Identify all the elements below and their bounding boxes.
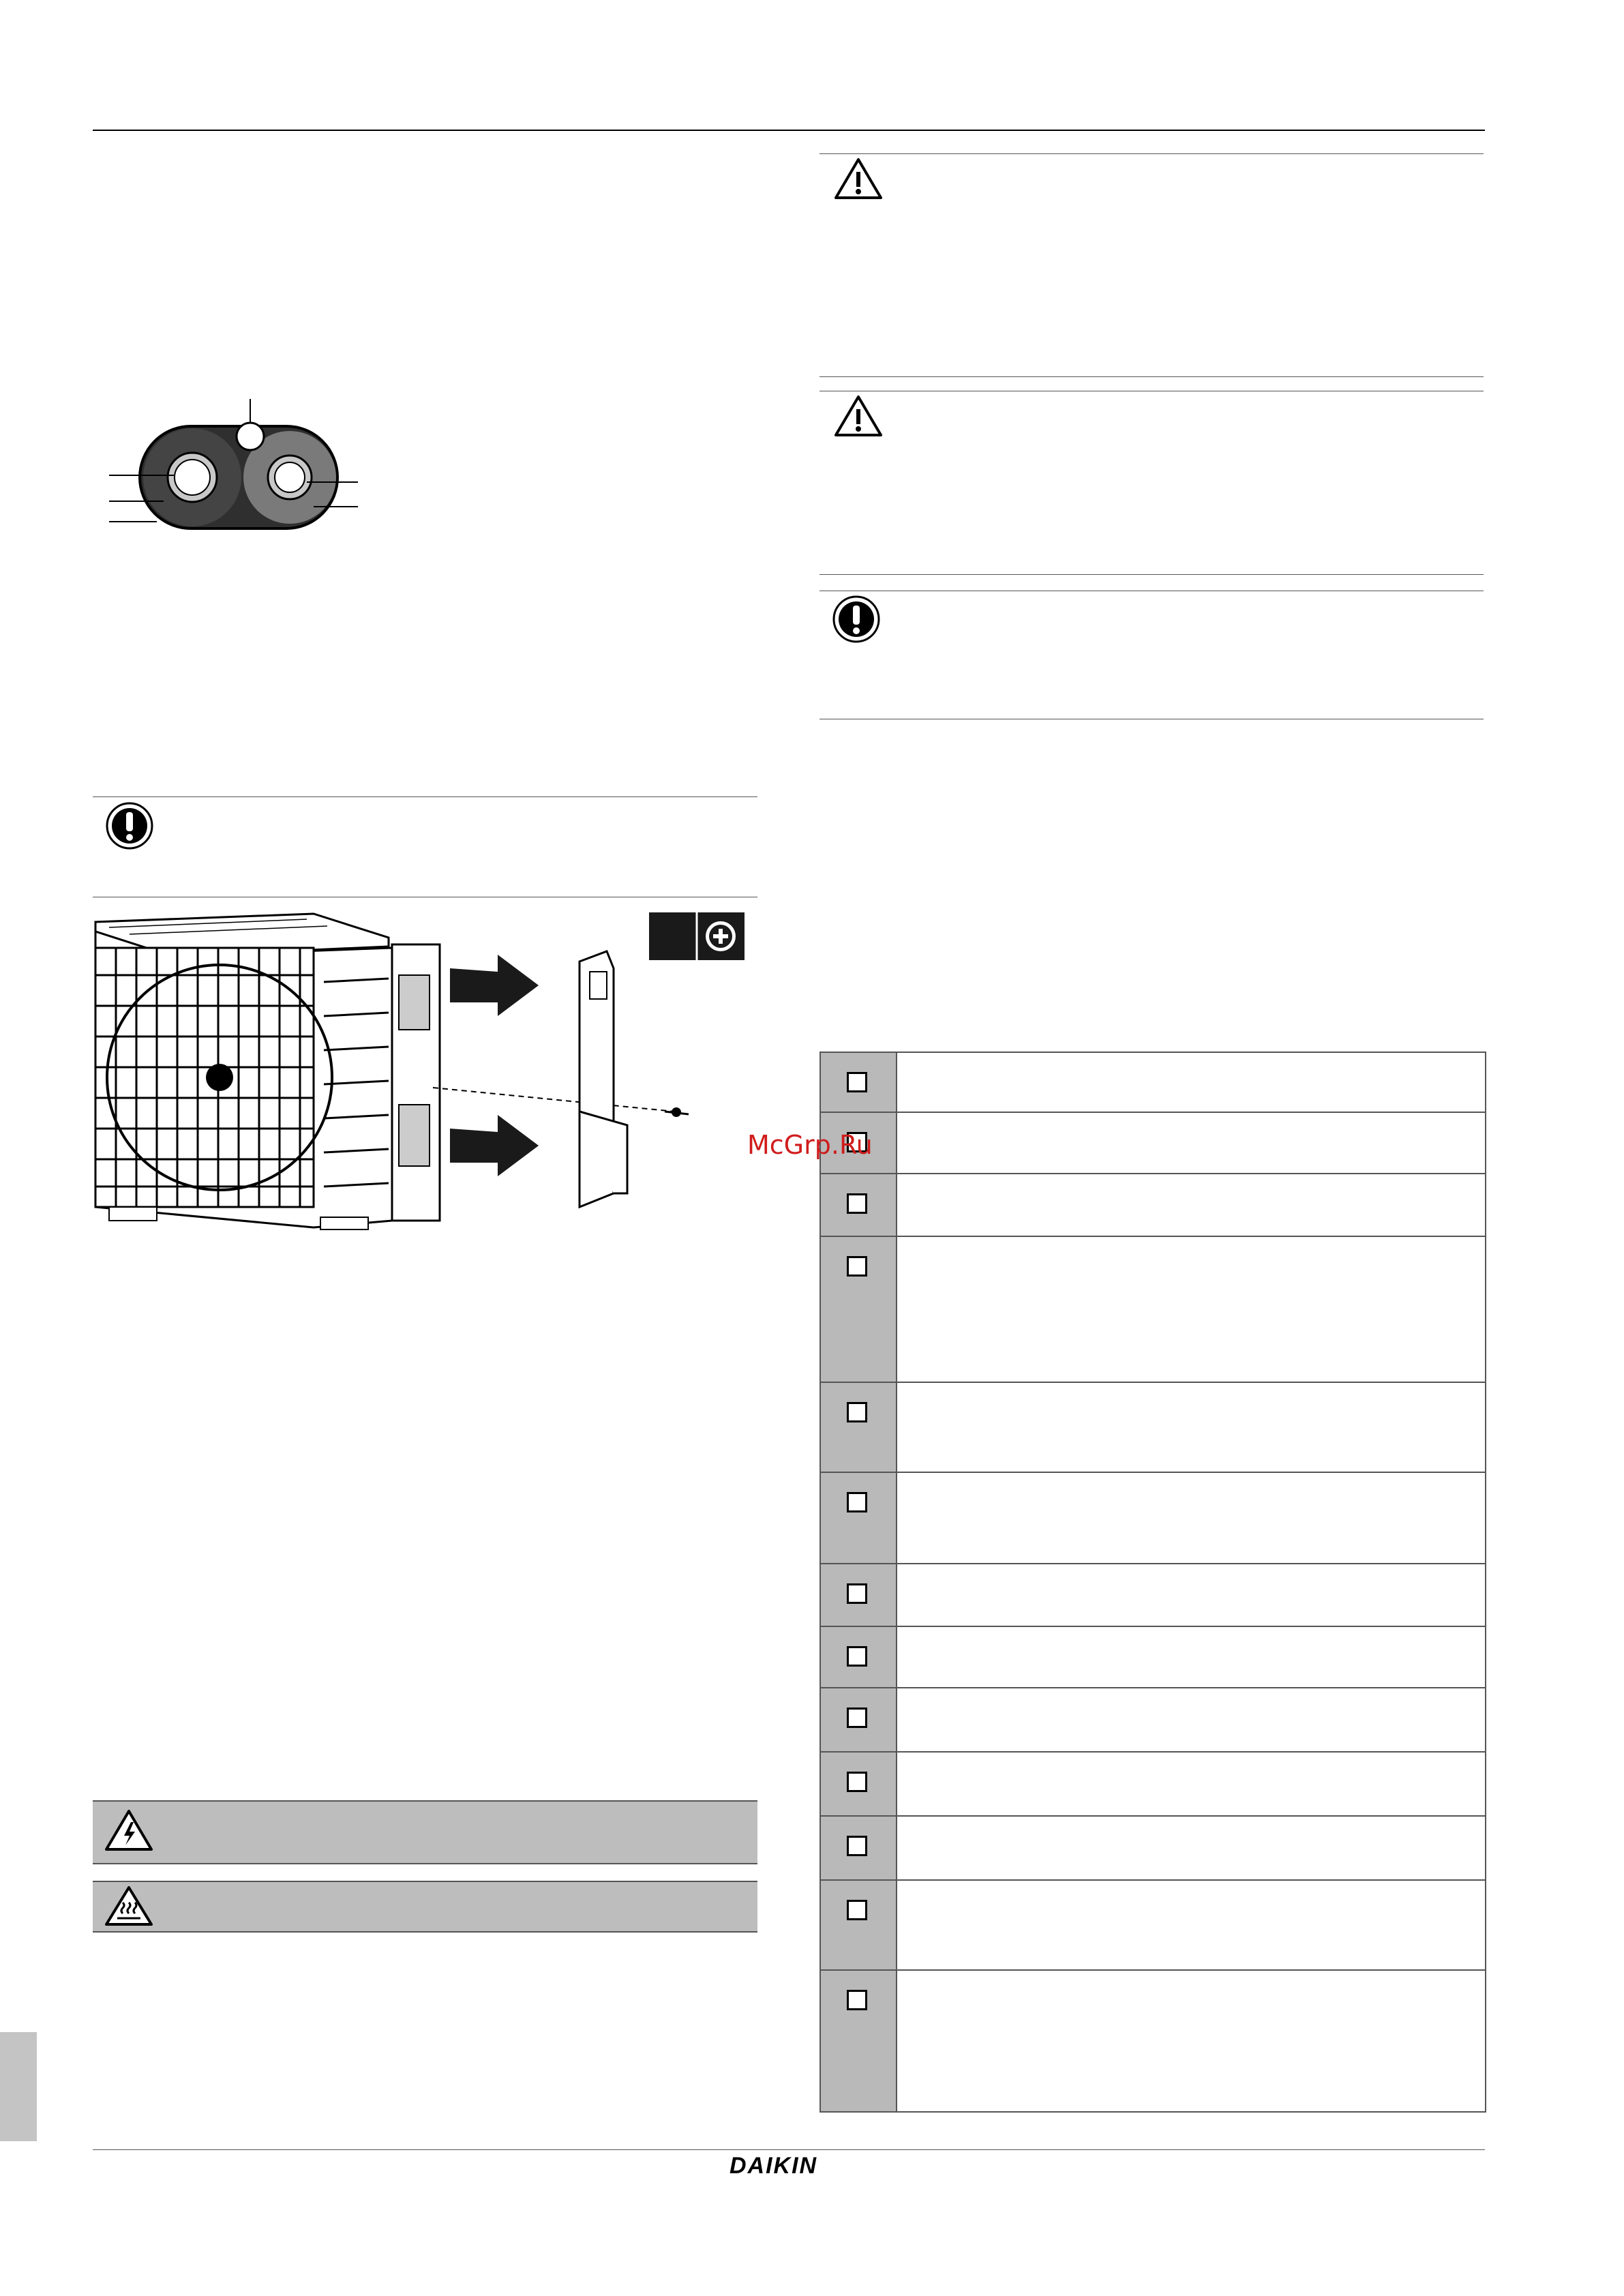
checklist-row bbox=[821, 1472, 1485, 1563]
checklist-row bbox=[821, 1815, 1485, 1879]
checklist-row bbox=[821, 1112, 1485, 1173]
footer-rule bbox=[93, 2149, 1485, 2150]
brand-logo: DAIKIN bbox=[730, 2153, 818, 2179]
checklist-checkbox[interactable] bbox=[847, 1492, 867, 1512]
checklist-checkbox[interactable] bbox=[847, 1990, 867, 2010]
header-rule bbox=[93, 130, 1485, 131]
warning1-top-rule bbox=[819, 153, 1484, 154]
warning2-bottom-rule bbox=[819, 574, 1484, 575]
checklist-checkbox[interactable] bbox=[847, 1772, 867, 1792]
checklist-checkbox[interactable] bbox=[847, 1646, 867, 1667]
plus-circle-icon bbox=[649, 912, 745, 960]
hot-surface-warning-icon bbox=[104, 1885, 154, 1927]
checklist-checkbox[interactable] bbox=[847, 1402, 867, 1422]
checklist-checkbox[interactable] bbox=[847, 1256, 867, 1277]
pipe-insulation-diagram bbox=[102, 399, 368, 546]
checklist-row bbox=[821, 1173, 1485, 1236]
checklist-row bbox=[821, 1879, 1485, 1969]
checklist-checkbox[interactable] bbox=[847, 1836, 867, 1856]
checklist-row bbox=[821, 1969, 1485, 2111]
checklist-checkbox[interactable] bbox=[847, 1900, 867, 1920]
outdoor-unit-illustration bbox=[89, 907, 702, 1248]
checklist-row bbox=[821, 1382, 1485, 1472]
hot-surface-warning-bar bbox=[93, 1881, 757, 1933]
checklist-checkbox[interactable] bbox=[847, 1193, 867, 1214]
checklist-row bbox=[821, 1751, 1485, 1815]
notice-top-rule bbox=[93, 796, 757, 797]
checklist-row bbox=[821, 1053, 1485, 1112]
checklist-row bbox=[821, 1687, 1485, 1751]
checklist-checkbox[interactable] bbox=[847, 1708, 867, 1728]
watermark-text: McGrp.Ru bbox=[747, 1130, 873, 1160]
checklist-row bbox=[821, 1626, 1485, 1687]
electric-shock-warning-icon bbox=[104, 1808, 154, 1852]
exclamation-circle-icon bbox=[832, 595, 881, 644]
checklist-checkbox[interactable] bbox=[847, 1072, 867, 1092]
exclamation-circle-icon bbox=[105, 801, 154, 850]
warning-triangle-icon bbox=[833, 157, 884, 200]
warning-triangle-icon bbox=[833, 394, 884, 438]
installation-checklist bbox=[819, 1052, 1486, 2113]
checklist-checkbox[interactable] bbox=[847, 1583, 867, 1604]
checklist-row bbox=[821, 1563, 1485, 1626]
side-language-tab bbox=[0, 2032, 37, 2141]
checklist-row bbox=[821, 1236, 1485, 1382]
warning1-bottom-rule bbox=[819, 376, 1484, 377]
electric-warning-bar bbox=[93, 1800, 757, 1864]
